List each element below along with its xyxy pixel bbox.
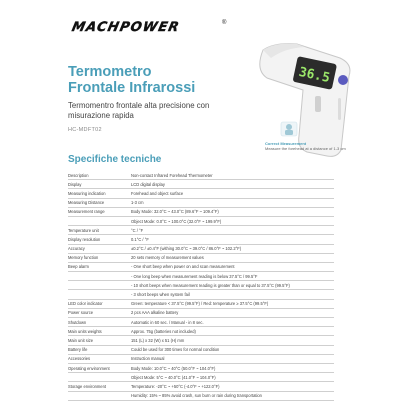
spec-row <box>68 199 334 208</box>
grip-line <box>338 98 341 120</box>
spec-key: Measurement range <box>68 209 105 215</box>
spec-row <box>68 318 334 327</box>
side-button-icon <box>338 75 348 85</box>
spec-key: Main unit size <box>68 337 94 343</box>
spec-key: Operating environment <box>68 365 110 371</box>
spec-value: Automatic in 60 sec. / Manual - in 8 sec. <box>131 319 204 325</box>
spec-key: Measuring indication <box>68 190 106 196</box>
registered-mark: ® <box>222 20 227 26</box>
spec-value: Object Mode: 5°C ~ 40.0°C (41.0°F ~ 104.0°F) <box>131 374 216 380</box>
section-title: Specifiche tecniche <box>68 154 162 165</box>
spec-value: 151 (L) x 32 (W) x 51 (H) mm <box>131 337 185 343</box>
spec-row <box>68 336 334 345</box>
spec-row <box>68 355 334 364</box>
spec-row <box>68 235 334 244</box>
spec-row <box>68 373 334 382</box>
spec-row <box>68 171 334 180</box>
spec-key: Accessories <box>68 356 91 362</box>
spec-key: Description <box>68 172 89 178</box>
spec-key: Temperature unit <box>68 227 99 233</box>
spec-value: ±0.2°C / ±0.4°F (withing 30.0°C ~ 39.0°C / 86.0°F ~ 102.2°F) <box>131 246 242 252</box>
spec-row <box>68 290 334 299</box>
person-icon <box>286 124 292 130</box>
spec-key <box>68 272 131 280</box>
spec-value: Temperature: -20°C ~ +50°C (-4.0°F ~ +122.0°F) <box>131 383 220 389</box>
spec-value: 2 pcs AAA alkaline battery <box>131 310 179 316</box>
brand-logo-text: MACHPOWER <box>70 20 182 35</box>
spec-value: - One long beep when measurement reading is below 37.5°C / 99.5°F <box>131 273 258 279</box>
caption-title: Correct Measurement <box>265 141 307 146</box>
spec-table <box>68 171 334 401</box>
spec-key: Display <box>68 181 82 187</box>
spec-key <box>68 392 131 400</box>
spec-row <box>68 272 334 281</box>
person-body-icon <box>285 130 293 135</box>
spec-row <box>68 208 334 217</box>
spec-key <box>68 281 131 289</box>
spec-key: Power source <box>68 310 94 316</box>
spec-value: Humidity: 15% ~ 85% avoid crash, sun burn or rain during transportation <box>131 393 262 399</box>
caption-text: Measure the forehead at a distance of 1-3 cm <box>265 146 346 151</box>
spec-value: Forehead and object surface <box>131 190 184 196</box>
spec-value: LCD digital display <box>131 181 165 187</box>
spec-row <box>68 189 334 198</box>
spec-value: Instruction manual <box>131 356 165 362</box>
lcd-reading: 36.5 <box>297 64 332 87</box>
spec-key: Shutdown <box>68 319 87 325</box>
spec-value: Green: temperature < 37.5°C (99.5°F) / Red: temperature ≥ 37.5°C (99.5°F) <box>131 301 269 307</box>
usage-caption <box>265 141 385 151</box>
page-title <box>68 64 258 96</box>
spec-key: Memory function <box>68 255 99 261</box>
spec-value: - 3 short beeps when system fail <box>131 292 190 298</box>
spec-key: LED color indicator <box>68 301 103 307</box>
spec-row <box>68 217 334 226</box>
spec-key <box>68 290 131 298</box>
spec-row <box>68 281 334 290</box>
spec-key: Measuring Distance <box>68 200 105 206</box>
spec-row <box>68 327 334 336</box>
spec-value: °C / °F <box>131 227 144 233</box>
spec-value: Body Mode: 10.0°C ~ 40°C (50.0°F ~ 104.0°F) <box>131 365 216 371</box>
spec-value: Object Mode: 0.0°C ~ 100.0°C (32.0°F ~ 199.9°F) <box>131 218 222 224</box>
title-line-2: Frontale Infrarossi <box>68 80 196 96</box>
spec-key <box>68 373 131 381</box>
spec-key: Battery life <box>68 347 88 353</box>
spec-value: 0.1°C / °F <box>131 236 149 242</box>
spec-key: Beep alarm <box>68 264 89 270</box>
spec-value: 20 sets memory of measurement values <box>131 255 204 261</box>
brand-logo <box>70 20 227 36</box>
spec-value: - One short beep when power on and scan measurement <box>131 264 235 270</box>
spec-row <box>68 382 334 391</box>
spec-key <box>68 217 131 225</box>
spec-key: Accuracy <box>68 246 85 252</box>
spec-row <box>68 392 334 401</box>
spec-row <box>68 245 334 254</box>
trigger-icon <box>315 96 321 112</box>
product-code: HC-MDFT02 <box>68 127 102 133</box>
title-line-1: Termometro <box>68 64 152 80</box>
spec-row <box>68 263 334 272</box>
spec-value: Non-contact Infrared Forehead Thermometer <box>131 172 213 178</box>
spec-row <box>68 300 334 309</box>
spec-key: Display resolution <box>68 236 101 242</box>
spec-value: Body Mode: 32.0°C ~ 43.0°C (89.6°F ~ 109.4°F) <box>131 209 219 215</box>
spec-row <box>68 226 334 235</box>
spec-key: Storage environment <box>68 383 107 389</box>
spec-value: Approx. 75g (batteries not included) <box>131 328 196 334</box>
spec-key: Main units weights <box>68 328 102 334</box>
spec-value: Could be used for 300 times for normal condition <box>131 347 220 353</box>
spec-row <box>68 180 334 189</box>
spec-row <box>68 364 334 373</box>
page-subtitle: Termomentro frontale alta precisione con misurazione rapida <box>68 101 210 120</box>
spec-value: - 10 short beeps when measurement reading is greater than or equal to 37.5°C (99.5°F) <box>131 282 290 288</box>
spec-row <box>68 309 334 318</box>
spec-row <box>68 254 334 263</box>
spec-row <box>68 346 334 355</box>
spec-value: 1-3 cm <box>131 200 144 206</box>
